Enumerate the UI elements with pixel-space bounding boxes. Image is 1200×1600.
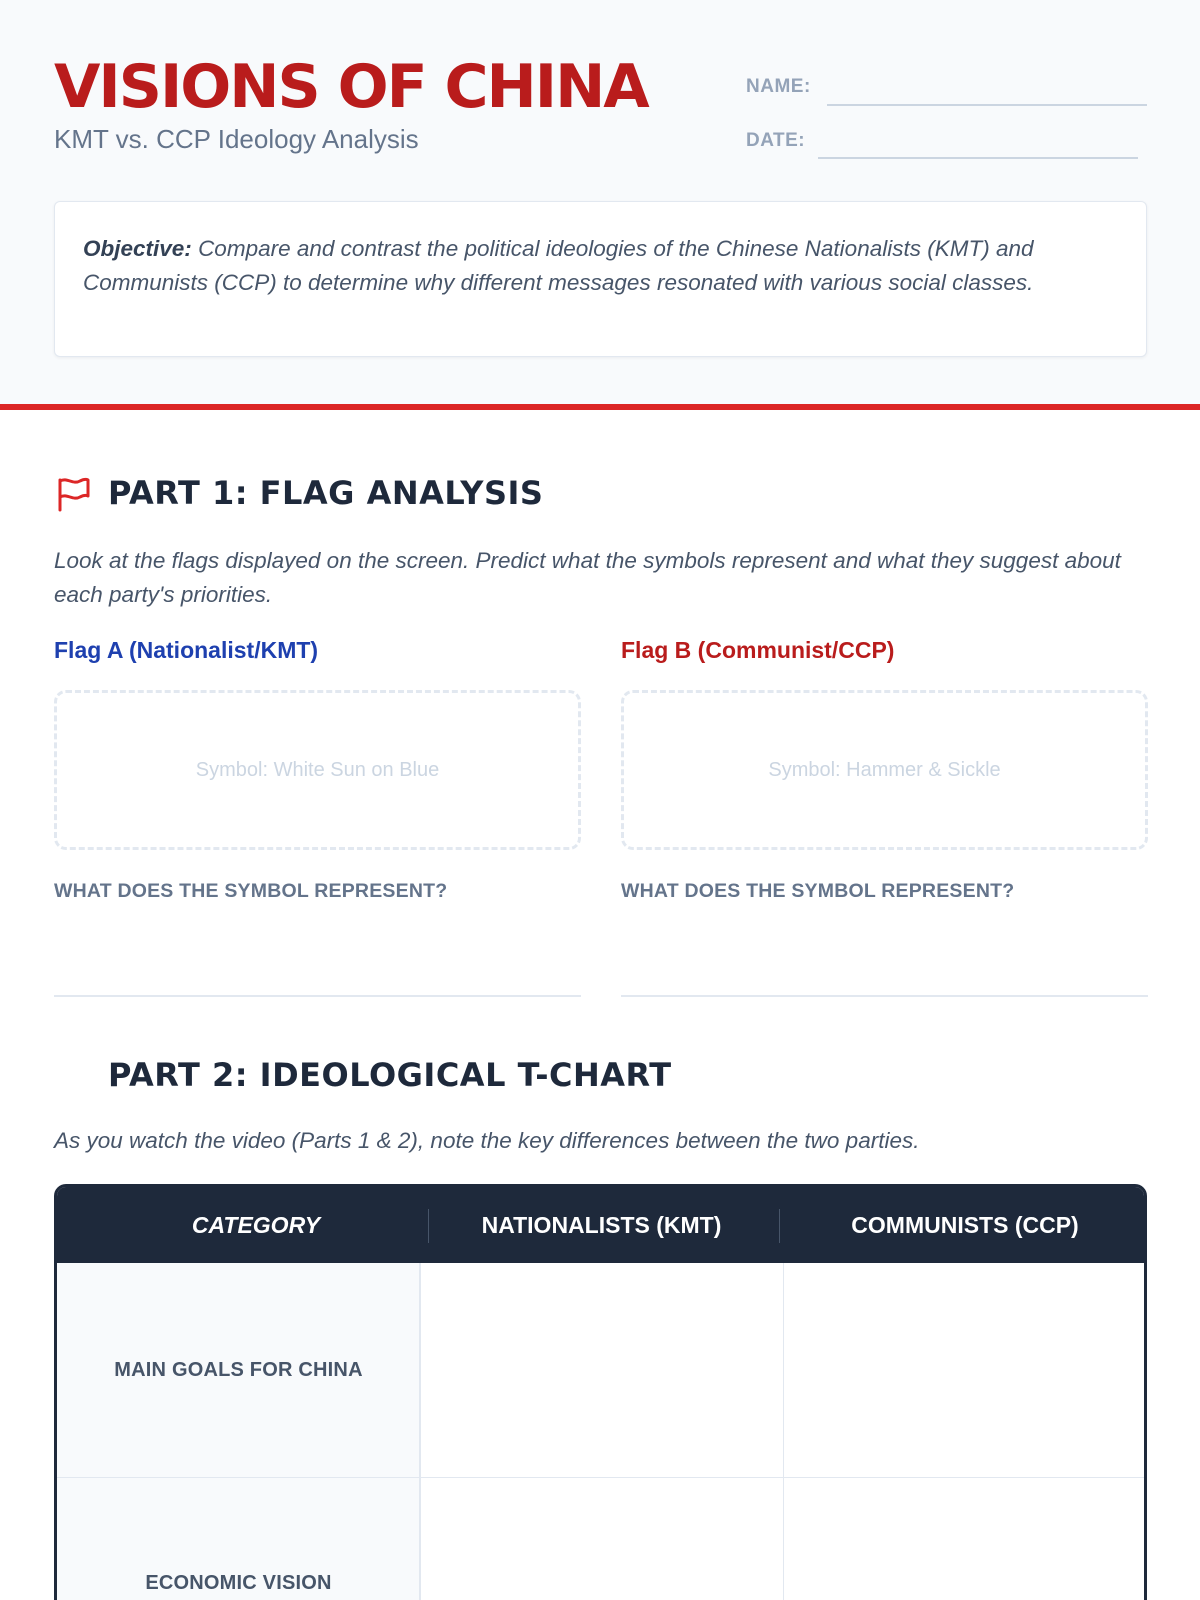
name-field[interactable] xyxy=(827,104,1147,106)
category-column xyxy=(57,1263,420,1600)
flag-a-image-placeholder xyxy=(54,690,581,850)
flag-b-image-placeholder xyxy=(621,690,1148,850)
kmt-goals-cell[interactable] xyxy=(421,1264,782,1476)
column-header-ccp: COMMUNISTS (CCP) xyxy=(851,1211,1079,1238)
objective-label: Objective: xyxy=(83,236,192,261)
date-field[interactable] xyxy=(818,157,1138,159)
flag-a-title: Flag A (Nationalist/KMT) xyxy=(54,637,319,663)
part2-title: PART 2: IDEOLOGICAL T-CHART xyxy=(108,1056,672,1094)
column-header-category: CATEGORY xyxy=(191,1211,321,1238)
column-header-kmt: NATIONALISTS (KMT) xyxy=(481,1211,722,1238)
row-label-main-goals: MAIN GOALS FOR CHINA xyxy=(114,1359,363,1381)
date-label: DATE: xyxy=(746,130,806,151)
flag-a-answer-field[interactable] xyxy=(54,995,581,997)
header-divider xyxy=(779,1209,780,1243)
flag-a-question: WHAT DOES THE SYMBOL REPRESENT? xyxy=(54,880,448,902)
worksheet-header xyxy=(0,0,1200,410)
flag-b-question: WHAT DOES THE SYMBOL REPRESENT? xyxy=(621,880,1015,902)
kmt-economic-cell[interactable] xyxy=(421,1478,782,1600)
row-label-economic-vision: ECONOMIC VISION xyxy=(145,1572,332,1594)
flag-b-title: Flag B (Communist/CCP) xyxy=(621,637,895,663)
page-title: VISIONS OF CHINA xyxy=(54,52,648,122)
ccp-economic-cell[interactable] xyxy=(784,1478,1144,1600)
flag-a-symbol-text: Symbol: White Sun on Blue xyxy=(195,758,440,781)
ideological-t-chart xyxy=(54,1184,1147,1600)
part2-intro: As you watch the video (Parts 1 & 2), note the key differences between the two parties. xyxy=(54,1128,920,1153)
objective-box xyxy=(54,201,1147,357)
ccp-goals-cell[interactable] xyxy=(784,1264,1144,1476)
name-label: NAME: xyxy=(746,76,811,97)
objective-text: Compare and contrast the political ideologies of the Chinese Nationalists (KMT) and Communists (CCP) to determine why different messages resonated with various social classes. xyxy=(83,236,1034,295)
part1-title: PART 1: FLAG ANALYSIS xyxy=(108,474,544,512)
page-subtitle: KMT vs. CCP Ideology Analysis xyxy=(54,124,419,154)
flag-icon xyxy=(56,476,92,512)
t-chart-header xyxy=(57,1187,1144,1263)
flag-b-answer-field[interactable] xyxy=(621,995,1148,997)
part1-intro: Look at the flags displayed on the screen. Predict what the symbols represent and what they suggest about each party's priorities. xyxy=(54,548,1121,607)
flag-b-symbol-text: Symbol: Hammer & Sickle xyxy=(768,758,1001,781)
